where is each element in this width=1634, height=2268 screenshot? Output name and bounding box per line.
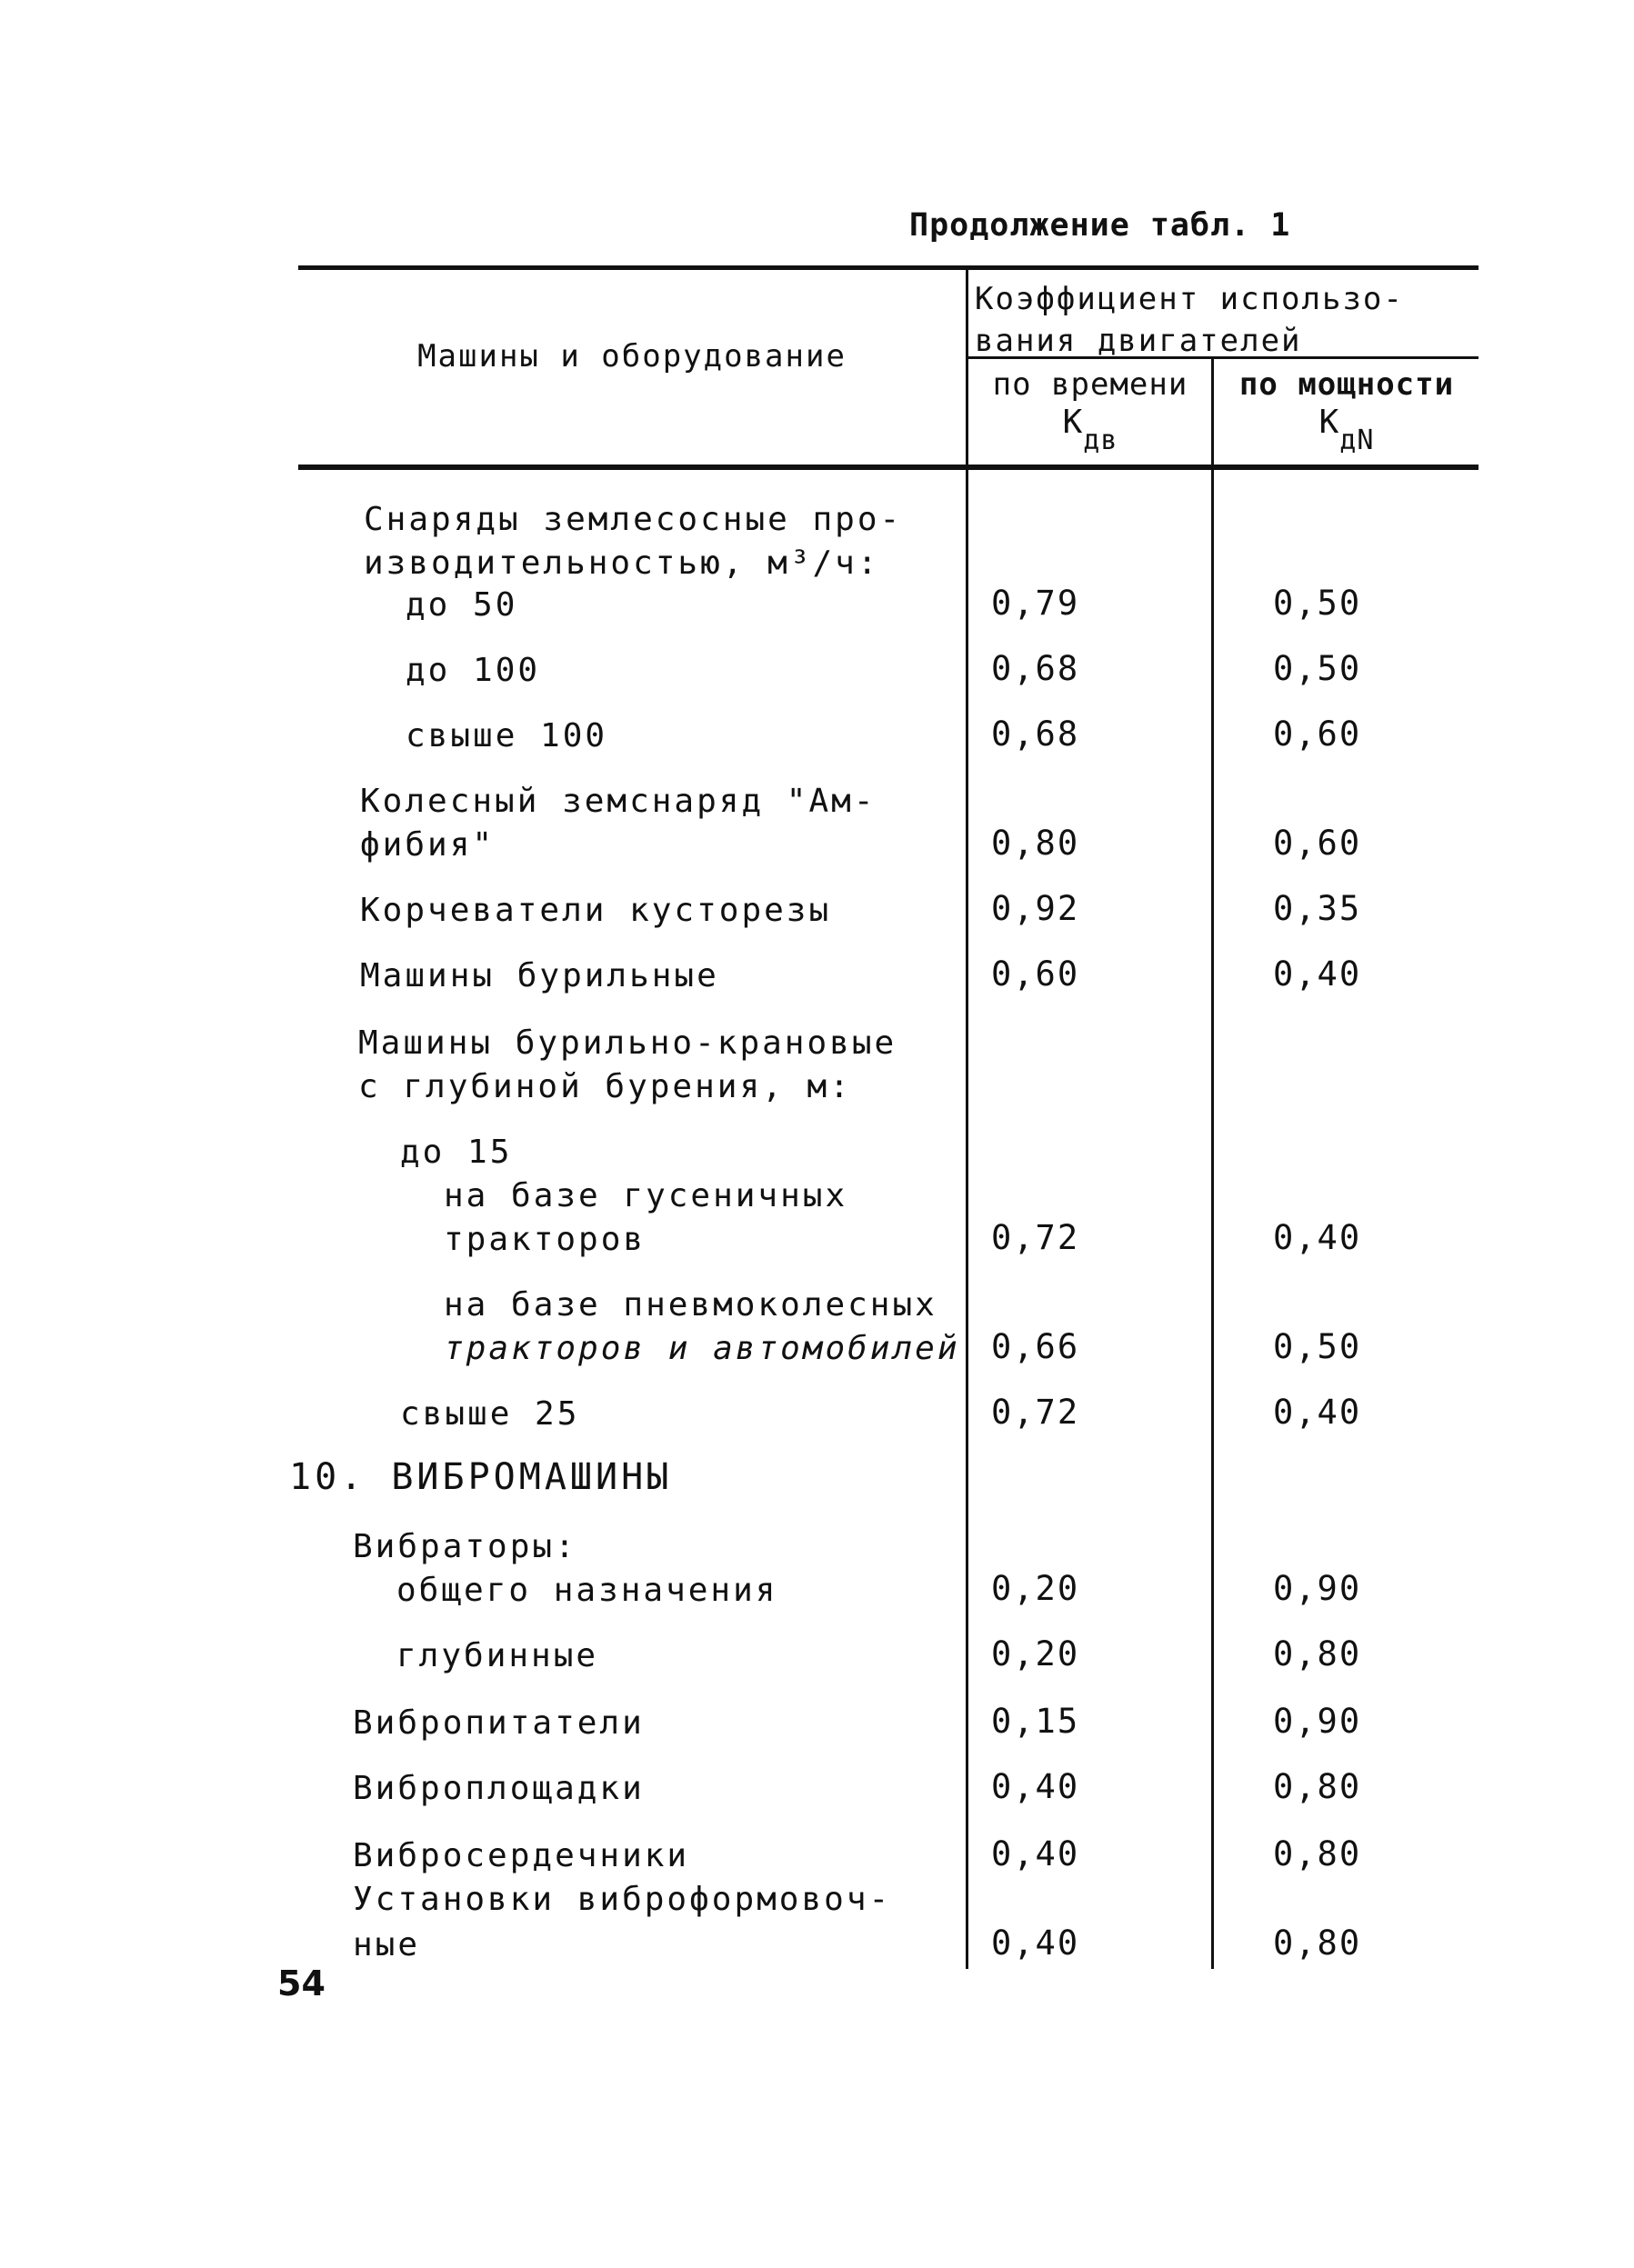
k-time-value: 0,92 xyxy=(991,889,1080,928)
column-divider-2 xyxy=(1211,357,1214,1969)
header-by-power-symbol: КдN xyxy=(1318,404,1375,456)
k-power-value: 0,40 xyxy=(1273,1393,1362,1432)
k-power-value: 0,35 xyxy=(1273,889,1362,928)
header-machines: Машины и оборудование xyxy=(417,338,847,375)
header-by-power xyxy=(1215,365,1479,456)
page-number: 54 xyxy=(277,1963,326,2003)
k-time-value: 0,68 xyxy=(991,714,1080,754)
header-bottom-rule xyxy=(298,465,1479,470)
row-label: Вибропитатели xyxy=(353,1704,645,1742)
k-time-value: 0,15 xyxy=(991,1702,1080,1741)
k-power-value: 0,80 xyxy=(1273,1834,1362,1873)
k-power-value: 0,40 xyxy=(1273,1218,1362,1257)
k-time-value: 0,40 xyxy=(991,1834,1080,1873)
row-label: Машины бурильные xyxy=(360,957,719,994)
row-label: тракторов и автомобилей xyxy=(444,1330,960,1367)
k-time-value: 0,66 xyxy=(991,1327,1080,1366)
column-divider-1 xyxy=(966,269,968,1969)
k-time-value: 0,40 xyxy=(991,1767,1080,1806)
row-label: Колесный земснаряд "Ам- xyxy=(360,783,877,820)
row-label: тракторов xyxy=(444,1221,647,1258)
k-power-value: 0,50 xyxy=(1273,1327,1362,1366)
row-label: до 15 xyxy=(400,1134,513,1171)
row-label: общего назначения xyxy=(396,1572,778,1609)
row-label: ные xyxy=(353,1926,421,1963)
row-label: свыше 25 xyxy=(400,1395,580,1433)
k-power-value: 0,50 xyxy=(1273,584,1362,623)
k-power-value: 0,40 xyxy=(1273,954,1362,994)
row-label: Снаряды землесосные про- xyxy=(364,501,903,538)
row-label: Машины бурильно-крановые xyxy=(358,1024,897,1062)
k-time-value: 0,40 xyxy=(991,1923,1080,1963)
k-power-value: 0,60 xyxy=(1273,824,1362,863)
section-heading: 10. ВИБРОМАШИНЫ xyxy=(289,1456,673,1498)
k-power-value: 0,80 xyxy=(1273,1634,1362,1674)
k-power-value: 0,90 xyxy=(1273,1569,1362,1608)
header-by-power-label: по мощности xyxy=(1238,366,1455,403)
k-time-value: 0,79 xyxy=(991,584,1080,623)
k-time-value: 0,72 xyxy=(991,1218,1080,1257)
row-label: глубинные xyxy=(396,1637,599,1674)
k-time-value: 0,68 xyxy=(991,649,1080,688)
k-power-value: 0,80 xyxy=(1273,1767,1362,1806)
k-time-value: 0,20 xyxy=(991,1634,1080,1674)
header-coefficient-line1: Коэффициент использо- xyxy=(975,281,1404,317)
row-label: изводительностью, м³/ч: xyxy=(364,545,880,582)
row-label: Установки виброформовоч- xyxy=(353,1881,892,1918)
k-power-value: 0,50 xyxy=(1273,649,1362,688)
k-time-value: 0,20 xyxy=(991,1569,1080,1608)
row-label: Корчеватели кусторезы xyxy=(360,892,832,929)
table-top-rule xyxy=(298,265,1479,270)
row-label: до 50 xyxy=(406,586,518,624)
row-label: на базе гусеничных xyxy=(444,1177,848,1214)
header-coefficient xyxy=(975,278,1473,362)
row-label: Вибраторы: xyxy=(353,1528,577,1565)
row-label: на базе пневмоколесных xyxy=(444,1286,937,1324)
row-label: фибия" xyxy=(360,826,496,864)
k-power-value: 0,60 xyxy=(1273,714,1362,754)
k-power-value: 0,90 xyxy=(1273,1702,1362,1741)
row-label: Виброплощадки xyxy=(353,1770,645,1807)
k-time-value: 0,80 xyxy=(991,824,1080,863)
header-by-time xyxy=(969,365,1211,456)
row-label: свыше 100 xyxy=(406,717,608,754)
header-by-time-symbol: Кдв xyxy=(1062,404,1118,456)
row-label: с глубиной бурения, м: xyxy=(358,1068,852,1105)
header-coefficient-line2: вания двигателей xyxy=(975,323,1302,359)
header-by-time-label: по времени xyxy=(992,366,1188,403)
k-power-value: 0,80 xyxy=(1273,1923,1362,1963)
k-time-value: 0,72 xyxy=(991,1393,1080,1432)
k-time-value: 0,60 xyxy=(991,954,1080,994)
row-label: до 100 xyxy=(406,652,541,689)
row-label: Вибросердечники xyxy=(353,1837,690,1874)
table-continuation-label: Продолжение табл. 1 xyxy=(909,207,1291,244)
